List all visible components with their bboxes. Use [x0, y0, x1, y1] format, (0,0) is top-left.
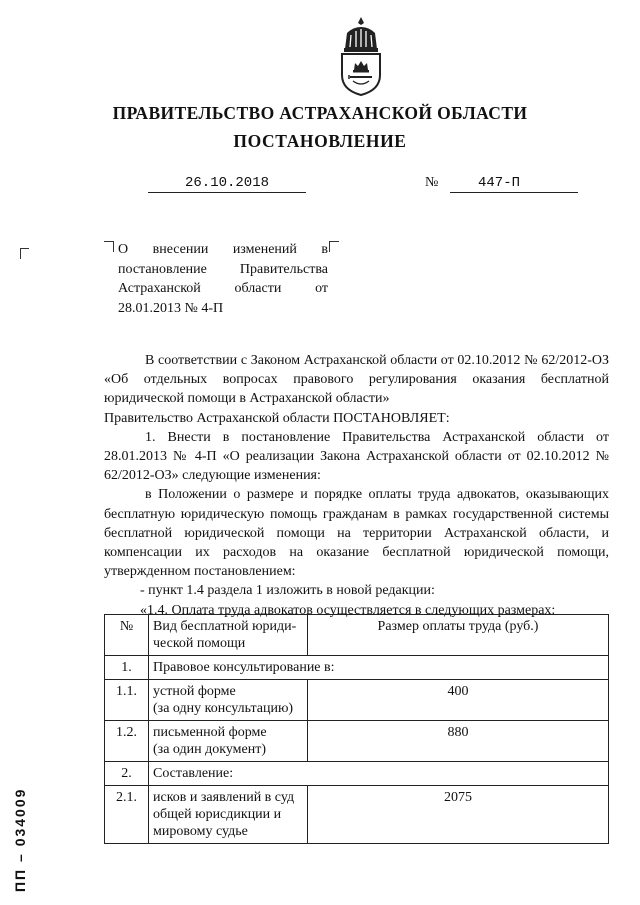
serial-text: ПП – 034009 — [12, 787, 28, 892]
amendment-paragraph: - пункт 1.4 раздела 1 изложить в новой редакции: — [140, 583, 435, 599]
header-number: № — [105, 615, 149, 656]
document-type-title: ПОСТАНОВЛЕНИЕ — [233, 131, 407, 151]
row-kind: письменной форме (за один документ) — [149, 721, 308, 762]
resolution-paragraph: Правительство Астраханской области ПОСТАНОВЛЯЕТ: — [104, 410, 450, 426]
subject-line: О внесении изменений в — [118, 242, 328, 257]
table-row — [105, 721, 609, 762]
table-row — [105, 656, 609, 680]
document-number: 447-П — [450, 175, 578, 193]
row-number: 2. — [105, 762, 149, 786]
row-section: Правовое консультирование в: — [149, 656, 609, 680]
number-label: № — [425, 175, 439, 190]
payment-table — [104, 614, 609, 844]
row-kind: исков и заявлений в суд общей юрисдикции и мировому судье — [149, 786, 308, 844]
header-kind: Вид бесплатной юриди- ческой помощи — [149, 615, 308, 656]
row-number: 1. — [105, 656, 149, 680]
table-row — [105, 680, 609, 721]
blank-serial-number — [12, 742, 26, 892]
document-subject — [118, 240, 328, 318]
row-payment: 2075 — [308, 786, 609, 844]
row-payment: 400 — [308, 680, 609, 721]
government-title: ПРАВИТЕЛЬСТВО АСТРАХАНСКОЙ ОБЛАСТИ — [112, 103, 528, 123]
row-section: Составление: — [149, 762, 609, 786]
subject-bracket-right — [329, 241, 339, 252]
row-kind: устной форме (за одну консультацию) — [149, 680, 308, 721]
document-date: 26.10.2018 — [148, 175, 306, 193]
subject-line: постановление Правительства — [118, 261, 328, 277]
document-body — [104, 351, 609, 620]
row-number: 1.2. — [105, 721, 149, 762]
row-number: 1.1. — [105, 680, 149, 721]
row-number: 2.1. — [105, 786, 149, 844]
table-header-row — [105, 615, 609, 656]
regulation-paragraph: в Положении о размере и порядке оплаты труда адвокатов, оказывающих бесплатную юридическую помощь гражданам в рамках государственной системы бесплатной юридической помощи на территории Астраханской области, и компенсации их расходов на оказание бесплатной юридической помощи, утвержденном постановлением: — [104, 487, 609, 580]
preamble-paragraph: В соответствии с Законом Астраханской области от 02.10.2012 № 62/2012-ОЗ «Об отдельных вопросах правового регулирования оказания бесплатной юридической помощи в Астраханской области» — [104, 353, 609, 407]
header-payment: Размер оплаты труда (руб.) — [308, 615, 609, 656]
subject-line: 28.01.2013 № 4-П — [118, 300, 224, 316]
subject-bracket-left — [104, 241, 114, 252]
clause-1-paragraph: 1. Внести в постановление Правительства Астраханской области от 28.01.2013 № 4-П «О реализации Закона Астраханской области от 02.10.2012 № 62/2012-ОЗ» следующие изменения: — [104, 429, 609, 484]
new-clause-paragraph: «1.4. Оплата труда адвокатов осуществляется в следующих размерах: — [140, 602, 556, 618]
table-row — [105, 786, 609, 844]
row-payment: 880 — [308, 721, 609, 762]
corner-mark — [20, 248, 29, 259]
subject-line: Астраханской области от — [118, 281, 328, 296]
table-row — [105, 762, 609, 786]
coat-of-arms-icon — [335, 15, 387, 97]
